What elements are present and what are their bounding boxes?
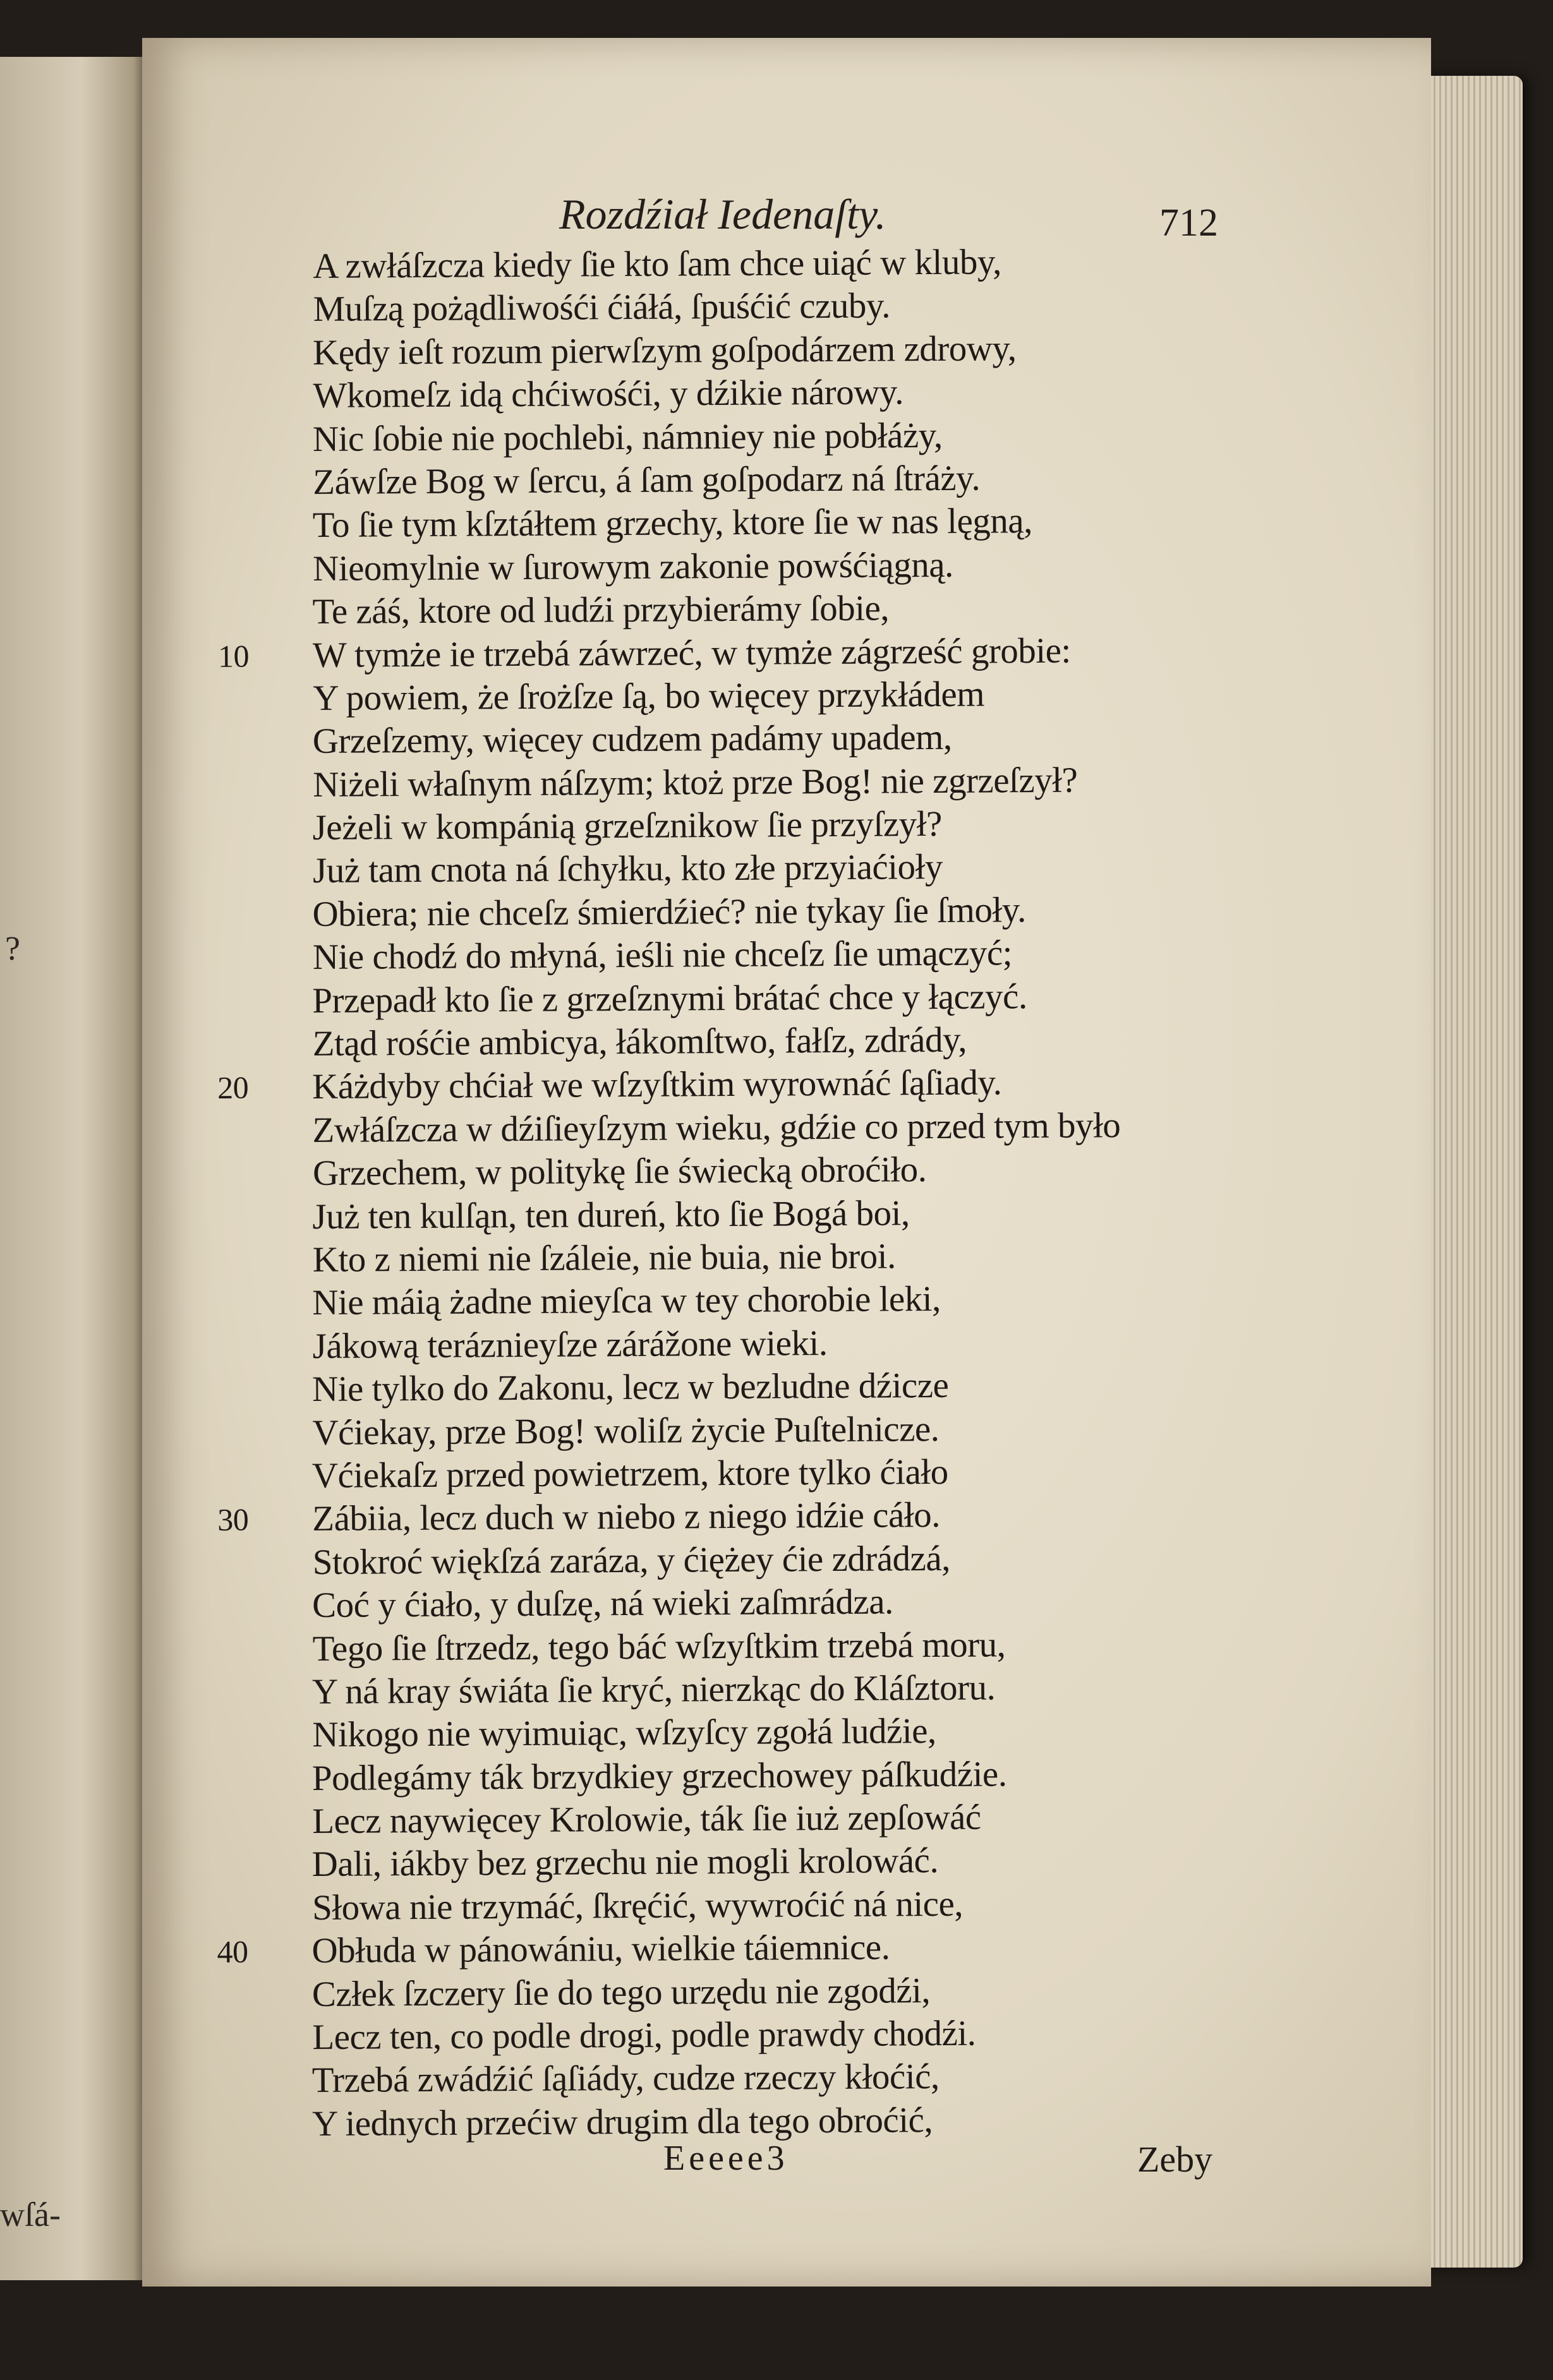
verse-line bbox=[312, 1880, 1355, 1930]
verse-line bbox=[312, 1967, 1355, 2016]
verse-line-text: Już ten kulſąn, ten dureń, kto ſie Bogá boi, bbox=[312, 1193, 910, 1237]
left-page-fragment-word: wſá- bbox=[0, 2196, 61, 2233]
verse-line-text: Zábiia, lecz duch w niebo z niego idźie cáło. bbox=[312, 1495, 941, 1539]
verse-line-text: Jeżeli w kompánią grzeſznikow ſie przyſzył? bbox=[312, 804, 942, 848]
verse-line-text: Nie chodź do młyná, ieśli nie chceſz ſie umączyć; bbox=[312, 933, 1013, 978]
verse-line bbox=[217, 1059, 1355, 1109]
left-page-edge bbox=[0, 57, 148, 2280]
verse-line bbox=[313, 325, 1355, 375]
verse-line bbox=[313, 714, 1355, 763]
verse-line bbox=[312, 800, 1355, 850]
line-number: 20 bbox=[217, 1070, 249, 1106]
verse-line bbox=[313, 455, 1355, 504]
verse-line-text: Grzechem, w politykę ſie świecką obroćiło. bbox=[312, 1150, 927, 1194]
line-number: 30 bbox=[217, 1501, 249, 1538]
verse-line bbox=[313, 1232, 1355, 1282]
verse-line bbox=[312, 1103, 1355, 1152]
verse-line bbox=[313, 541, 1355, 591]
left-page-fragment-mark: ? bbox=[5, 929, 20, 967]
verse-line bbox=[313, 498, 1355, 547]
verse-line-text: Grzeſzemy, więcey cudzem padámy upadem, bbox=[312, 718, 952, 762]
verse-line-text: Coć y ćiało, y duſzę, ná wieki zaſmrádza. bbox=[311, 1582, 893, 1626]
verse-line-text: Káżdyby chćiał we wſzyſtkim wyrownáć ſąſiady. bbox=[311, 1062, 1002, 1107]
verse-line-text: Nieomylnie w ſurowym zakonie powśćiągną. bbox=[312, 544, 953, 589]
verse-line bbox=[312, 887, 1355, 936]
verse-line-text: Lecz naywięcey Krolowie, ták ſie iuż zepſowáć bbox=[312, 1797, 981, 1842]
verse-line-text: Niżeli właſnym náſzym; ktoż prze Bog! nie zgrzeſzył? bbox=[313, 760, 1078, 805]
verse-line-text: Lecz ten, co podle drogi, podle prawdy chodźi. bbox=[312, 2013, 976, 2058]
verse-line-text: Záwſze Bog w ſercu, á ſam goſpodarz ná ſtráży. bbox=[313, 458, 981, 502]
verse-line-text: Vćiekaſz przed powietrzem, ktore tylko ćiało bbox=[311, 1451, 948, 1496]
verse-line bbox=[312, 1578, 1355, 1627]
catchword: Zeby bbox=[1137, 2139, 1213, 2180]
verse-line-text: A zwłáſzcza kiedy ſie kto ſam chce uiąć w kluby, bbox=[313, 242, 1002, 286]
verse-line-text: Człek ſzczery ſie do tego urzędu nie zgodźi, bbox=[311, 1970, 931, 2014]
verse-line-text: Nie tylko do Zakonu, lecz w bezludne dźicze bbox=[311, 1366, 949, 1410]
verse-line-text: Muſzą pożądliwośći ćiáłá, ſpuśćić czuby. bbox=[313, 285, 891, 330]
verse-line-text: Te záś, ktore od ludźi przybierámy ſobie, bbox=[312, 588, 890, 632]
verse-line-text: Podlegámy ták brzydkiey grzechowey páſkudźie. bbox=[311, 1754, 1007, 1798]
verse-line-text: Stokroć więkſzá zaráza, y ćiężey ćie zdrádzá, bbox=[312, 1538, 951, 1582]
verse-line bbox=[311, 1837, 1354, 1886]
verse-line bbox=[313, 671, 1355, 720]
verse-line-text: Y iednych przećiw drugim dla tego obroćić, bbox=[311, 2100, 933, 2144]
verse-line bbox=[217, 1491, 1355, 1541]
verse-line-text: Y ná kray świáta ſie kryć, nierzkąc do Kláſztoru. bbox=[311, 1668, 996, 1712]
verse-line bbox=[313, 411, 1355, 460]
verse-line bbox=[312, 2053, 1355, 2102]
verse-line-text: Trzebá zwádźić ſąſiády, cudze rzeczy kłoćić, bbox=[311, 2057, 940, 2101]
verse-line-text: Jákową teráznieyſze zárážone wieki. bbox=[312, 1323, 828, 1366]
verse-line-text: Wkomeſz idą chćiwośći, y dźikie nárowy. bbox=[313, 372, 904, 416]
verse-line bbox=[313, 239, 1355, 288]
verse-line bbox=[313, 843, 1355, 892]
page-number: 712 bbox=[1159, 201, 1218, 244]
verse-line bbox=[312, 2010, 1355, 2059]
verse-line bbox=[312, 1794, 1355, 1843]
verse-line bbox=[312, 1319, 1355, 1368]
chapter-title: Rozdźiał Iedenaſty. bbox=[559, 190, 886, 238]
verse-line bbox=[313, 930, 1355, 979]
verse-line bbox=[312, 1362, 1355, 1411]
verse-line bbox=[217, 627, 1355, 676]
verse-line-text: Zwłáſzcza w dźiſieyſzym wieku, gdźie co przed tym było bbox=[312, 1105, 1121, 1150]
verse-line-text: Już tam cnota ná ſchyłku, kto złe przyiaćioły bbox=[312, 847, 943, 891]
verse-line bbox=[313, 1146, 1355, 1195]
verse-line-text: Nie máią żadne mieyſca w tey chorobie leki, bbox=[312, 1279, 941, 1323]
verse-line-text: W tymże ie trzebá záwrzeć, w tymże zágrześć grobie: bbox=[312, 630, 1071, 675]
verse-line bbox=[312, 1275, 1355, 1325]
verse-line-text: Kędy ieſt rozum pierwſzym goſpodárzem zdrowy, bbox=[312, 328, 1017, 373]
verse-line bbox=[312, 1664, 1355, 1714]
verse-line bbox=[312, 973, 1355, 1023]
verse-line-text: Y powiem, że ſrożſze ſą, bo więcey przykłádem bbox=[313, 674, 985, 718]
verse-line bbox=[313, 1535, 1355, 1584]
verse-text-block bbox=[217, 239, 1367, 2146]
verse-line bbox=[312, 1751, 1355, 1800]
verse-line-text: Słowa nie trzymáć, ſkręćić, wywroćić ná nice, bbox=[311, 1884, 964, 1928]
verse-line bbox=[312, 1448, 1355, 1498]
verse-line-text: Nikogo nie wyimuiąc, wſzyſcy zgołá ludźie, bbox=[312, 1711, 936, 1755]
verse-line bbox=[313, 368, 1355, 418]
verse-line bbox=[217, 1923, 1354, 1973]
verse-line-text: Obiera; nie chceſz śmierdźieć? nie tykay ſie ſmoły. bbox=[312, 889, 1026, 934]
verse-line-text: Dali, iákby bez grzechu nie mogli krolowáć. bbox=[311, 1841, 939, 1885]
verse-line bbox=[312, 1189, 1355, 1239]
verse-line-text: Nic ſobie nie pochlebi, námniey nie pobłáży, bbox=[312, 415, 943, 459]
verse-line-text: Ztąd rośćie ambicya, łákomſtwo, fałſz, zdrády, bbox=[312, 1019, 967, 1064]
line-number: 10 bbox=[217, 638, 250, 674]
verse-line bbox=[312, 1621, 1355, 1670]
line-number: 40 bbox=[217, 1933, 248, 1970]
verse-line bbox=[312, 584, 1355, 634]
verse-line bbox=[312, 1707, 1355, 1757]
verse-line-text: Obłuda w pánowániu, wielkie táiemnice. bbox=[311, 1927, 890, 1971]
verse-line-text: Kto z niemi nie ſzáleie, nie buia, nie broi. bbox=[312, 1236, 896, 1280]
verse-line-text: Przepadł kto ſie z grzeſznymi brátać chce y łączyć. bbox=[312, 976, 1027, 1021]
verse-line bbox=[312, 1405, 1355, 1455]
verse-line-text: To ſie tym kſztáłtem grzechy, ktore ſie w nas lęgną, bbox=[312, 501, 1033, 546]
verse-line bbox=[313, 757, 1355, 807]
verse-line-text: Vćiekay, prze Bog! woliſz życie Puſtelnicze. bbox=[312, 1409, 940, 1453]
verse-line bbox=[313, 1016, 1355, 1066]
verse-line-text: Tego ſie ſtrzedz, tego báć wſzyſtkim trzebá moru, bbox=[312, 1624, 1006, 1669]
verse-line bbox=[313, 282, 1355, 331]
signature-mark: Eeeee3 bbox=[663, 2139, 789, 2178]
